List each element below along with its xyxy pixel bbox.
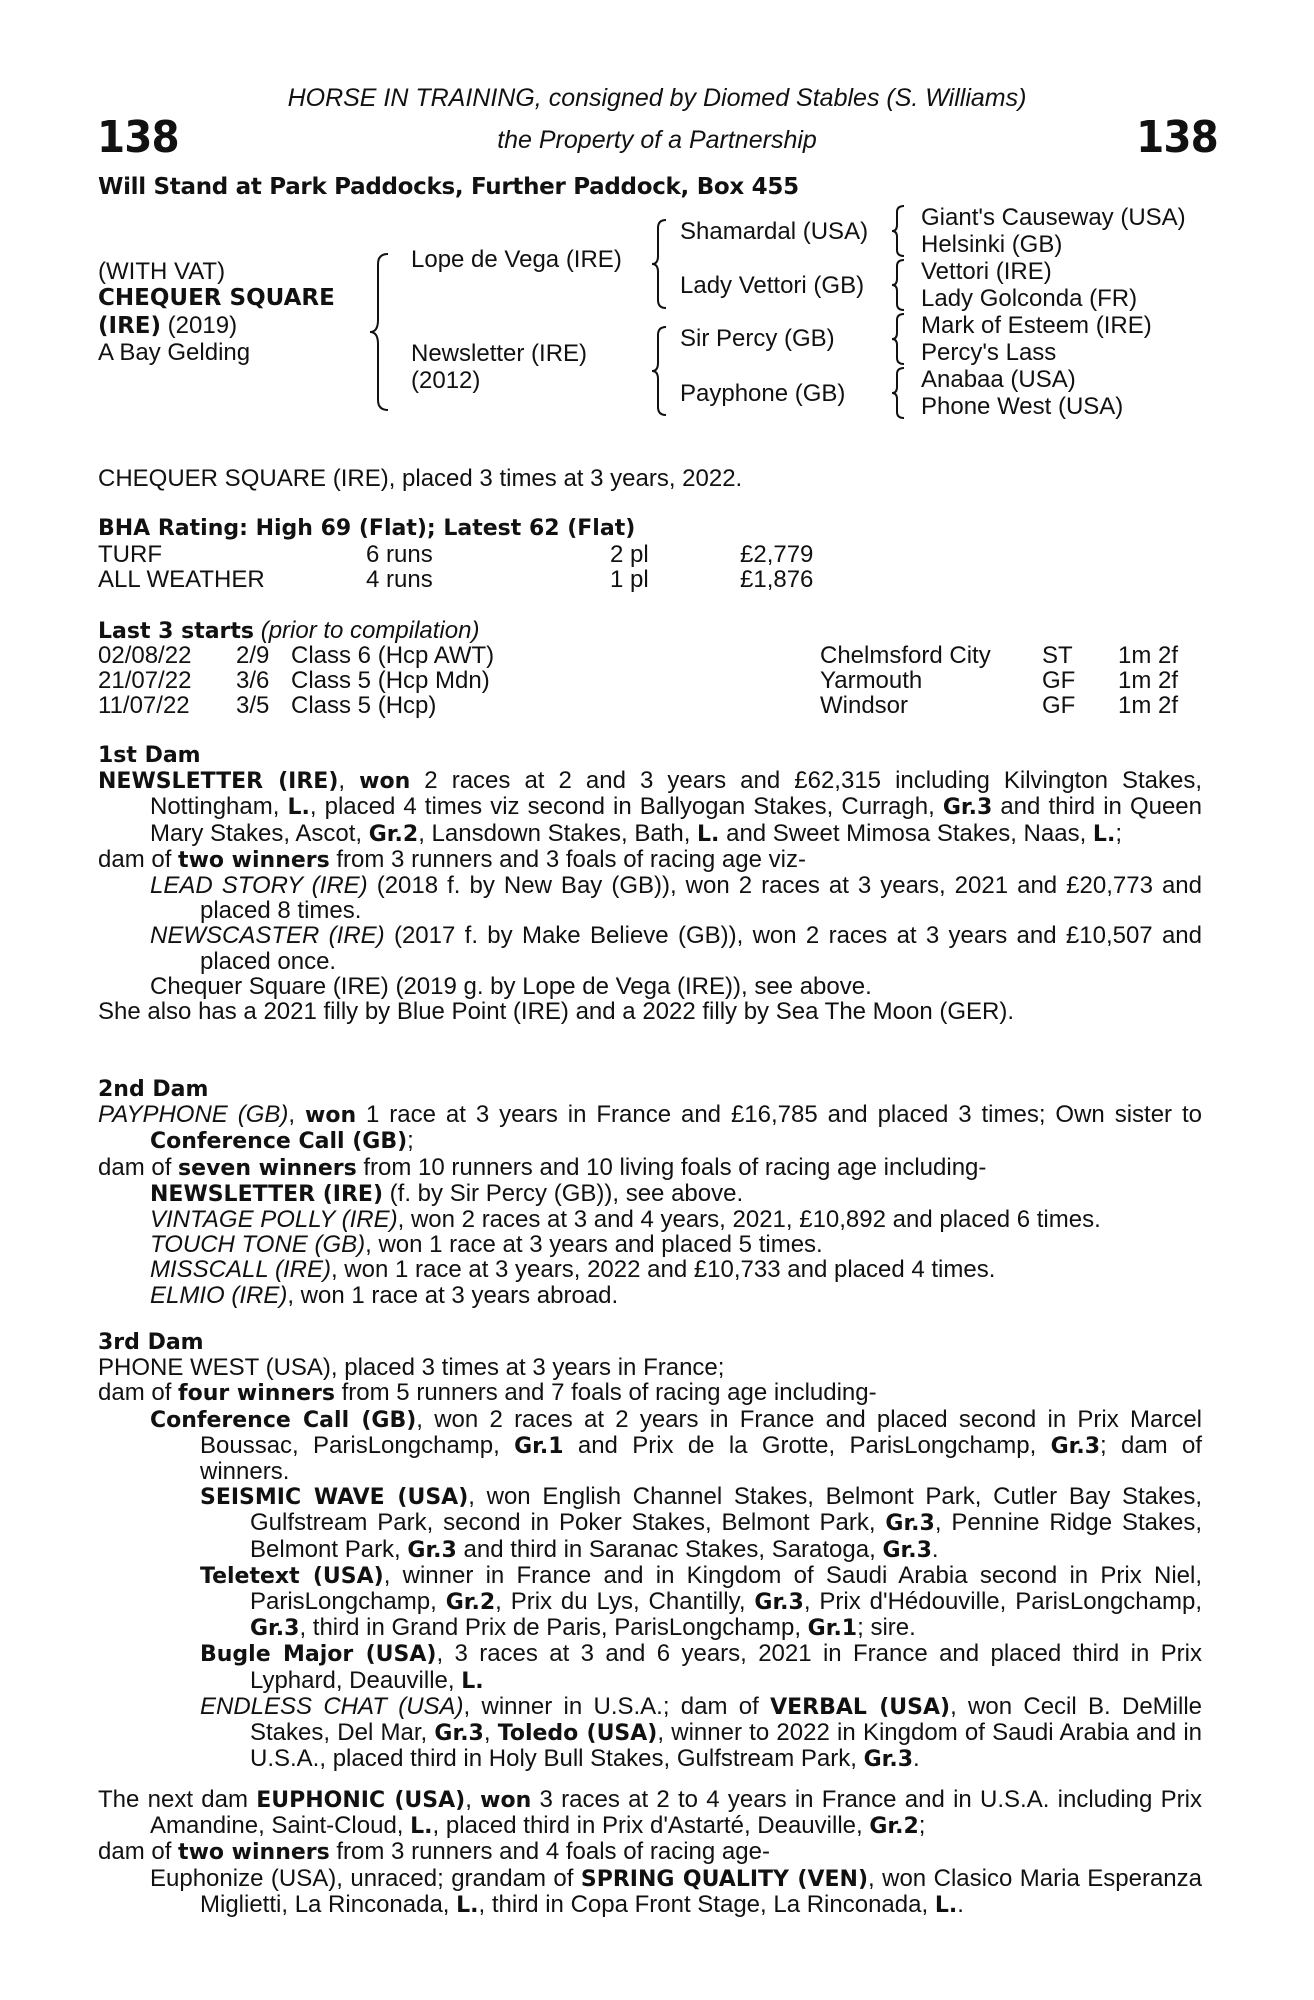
pedigree-brace-sire [650, 218, 668, 310]
bold-text-run: Gr.2 [368, 821, 419, 847]
bold-text-run: won [359, 769, 411, 795]
start-position: 3/6 [236, 667, 270, 694]
bold-text-run: Gr.3 [434, 1721, 484, 1747]
bold-text-run: Gr.3 [250, 1616, 300, 1642]
produce-entry [150, 1181, 1202, 1207]
text-run: , winner in U.S.A.; dam of [463, 1692, 771, 1720]
bold-text-run: Gr.3 [1050, 1433, 1101, 1459]
third-dam-record: PHONE WEST (USA), placed 3 times at 3 years in France; [98, 1354, 725, 1382]
pedigree-brace-g3-3 [890, 312, 906, 366]
text-run: and Prix de la Grotte, ParisLongchamp, [563, 1431, 1051, 1459]
bold-text-run: SEISMIC WAVE (USA) [200, 1485, 469, 1511]
second-dam-title: 2nd Dam [98, 1077, 209, 1102]
start-course: Yarmouth [820, 667, 923, 694]
rating-earnings: £2,779 [740, 541, 814, 568]
text-run: , Prix du Lys, Chantilly, [495, 1588, 755, 1616]
third-dam-title: 3rd Dam [98, 1330, 204, 1355]
text-run: , [288, 1101, 305, 1129]
produce-entry [150, 1207, 1202, 1232]
bold-text-run: EUPHONIC (USA) [256, 1788, 466, 1813]
bold-text-run: Gr.3 [407, 1537, 457, 1563]
pedigree-g3-3: Vettori (IRE) [921, 258, 1052, 285]
text-run: , won Cecil B. DeMille Stakes, Del Mar, [250, 1692, 1202, 1747]
bold-text-run: Conference Call (GB) [150, 1407, 417, 1433]
text-run: 2 races at 2 and 3 years and £62,315 including Kilvington Stakes, Nottingham, [150, 767, 1203, 821]
pedigree-g3-6: Percy's Lass [921, 339, 1057, 366]
vat-note: (WITH VAT) [98, 258, 226, 285]
bold-text-run: won [480, 1788, 532, 1813]
text-run: , [338, 767, 360, 795]
second-dam-record [98, 1102, 1202, 1154]
bold-text-run: L. [410, 1814, 433, 1840]
start-distance: 1m 2f [1118, 692, 1179, 719]
bold-text-run: VERBAL (USA) [770, 1694, 951, 1720]
text-run: , won Clasico Maria Esperanza Miglietti, La Rinconada, [200, 1864, 1202, 1918]
bold-text-run: four winners [178, 1381, 335, 1407]
text-run: and third in Saranac Stakes, Saratoga, [456, 1535, 883, 1563]
bold-text-run: NEWSLETTER (IRE) [98, 769, 339, 795]
grand-produce-entry [200, 1484, 1202, 1563]
start-going: ST [1042, 642, 1073, 669]
start-class: Class 5 (Hcp) [291, 692, 437, 719]
rating-runs: 6 runs [366, 541, 433, 568]
bold-text-run: L. [934, 1892, 958, 1918]
pedigree-g3-2: Helsinki (GB) [921, 231, 1063, 258]
rating-earnings: £1,876 [740, 566, 814, 593]
pedigree-g3-5: Mark of Esteem (IRE) [921, 312, 1152, 339]
bold-text-run: Conference Call (GB) [150, 1129, 408, 1155]
first-dam-section [98, 743, 1202, 1024]
text-run: dam of [98, 1379, 179, 1407]
last-starts-label: Last 3 starts [98, 619, 255, 644]
pedigree-dam-dam: Payphone (GB) [680, 380, 846, 407]
text-run: The next dam [98, 1786, 257, 1813]
produce-entry [150, 1232, 1202, 1257]
horse-origin-year [98, 312, 237, 340]
text-run: , third in Copa Front Stage, La Rinconada, [478, 1890, 935, 1918]
horse-description: A Bay Gelding [98, 339, 251, 366]
italic-text-run: PAYPHONE (GB) [98, 1101, 289, 1129]
rating-surface: ALL WEATHER [98, 566, 265, 593]
grand-produce-entry [200, 1694, 1202, 1773]
next-dam-record [98, 1787, 1202, 1839]
text-run: , won 1 race at 3 years abroad. [287, 1281, 619, 1309]
start-date: 21/07/22 [98, 667, 192, 694]
text-run: ; sire. [857, 1614, 916, 1642]
rating-runs: 4 runs [366, 566, 433, 593]
text-run: (2018 f. by New Bay (GB)), won 2 races at 3 years, 2021 and £20,773 and placed 8 times. [200, 872, 1203, 925]
start-distance: 1m 2f [1118, 667, 1179, 694]
bold-text-run: Gr.2 [869, 1814, 919, 1840]
next-dam-section [98, 1787, 1202, 1918]
text-run: 3 races at 2 to 4 years in France and in U.S.A. including Prix Amandine, Saint-Cloud, [150, 1786, 1202, 1840]
text-run: from 3 runners and 3 foals of racing age viz- [329, 845, 806, 873]
text-run: (f. by Sir Percy (GB)), see above. [383, 1179, 744, 1207]
horse-year: (2019) [161, 312, 238, 339]
bold-text-run: L. [287, 795, 310, 821]
bold-text-run: Gr.3 [754, 1590, 804, 1616]
text-run: , Pennine Ridge Stakes, Belmont Park, [250, 1509, 1202, 1563]
text-run: 1 race at 3 years in France and £16,785 and placed 3 times; Own sister to [356, 1101, 1202, 1129]
text-run: ; [407, 1127, 414, 1155]
text-run: , won English Channel Stakes, Belmont Park, Cutler Bay Stakes, Gulfstream Park, second in Poker Stakes, Belmont Park, [250, 1483, 1202, 1537]
produce-entry [150, 1407, 1202, 1485]
bold-text-run: L. [697, 821, 720, 847]
start-course: Windsor [820, 692, 909, 719]
rating-surface: TURF [98, 541, 162, 568]
bold-text-run: Teletext (USA) [200, 1563, 384, 1589]
bold-text-run: L. [461, 1668, 484, 1694]
text-run: from 5 runners and 7 foals of racing age including- [334, 1379, 877, 1407]
horse-country: (IRE) [98, 313, 162, 339]
bha-rating-title: BHA Rating: High 69 (Flat); Latest 62 (Flat) [98, 516, 636, 541]
pedigree-dam-sire: Sir Percy (GB) [680, 325, 835, 352]
produce-entry [150, 1866, 1202, 1918]
text-run: , won 2 races at 3 and 4 years, 2021, £10,892 and placed 6 times. [397, 1206, 1101, 1234]
pedigree-brace-g3-1 [890, 204, 906, 258]
bold-text-run: L. [1092, 821, 1116, 847]
bold-text-run: SPRING QUALITY (VEN) [580, 1866, 868, 1892]
bold-text-run: Toledo (USA) [497, 1721, 658, 1747]
pedigree-g3-4: Lady Golconda (FR) [921, 285, 1138, 312]
text-run: ; [918, 1812, 926, 1840]
text-run: from 10 runners and 10 living foals of racing age including- [356, 1153, 987, 1181]
text-run: and third in Queen Mary Stakes, Ascot, [150, 793, 1202, 847]
pedigree-sire: Lope de Vega (IRE) [411, 246, 622, 273]
text-run: , winner to 2022 in Kingdom of Saudi Arabia and in U.S.A., placed third in Holy Bull Stakes, Gulfstream Park, [250, 1719, 1203, 1773]
text-run: , won 1 race at 3 years and placed 5 times. [365, 1231, 823, 1259]
text-run: , Lansdown Stakes, Bath, [418, 819, 698, 847]
bold-text-run: L. [456, 1892, 479, 1918]
text-run: ; [1115, 819, 1122, 847]
text-run: Euphonize (USA), unraced; grandam of [150, 1864, 581, 1892]
pedigree-brace-g3-2 [890, 258, 906, 312]
text-run: from 3 runners and 4 foals of racing age- [329, 1838, 770, 1866]
bold-text-run: seven winners [178, 1155, 357, 1181]
italic-text-run: VINTAGE POLLY (IRE) [150, 1206, 398, 1234]
last-starts-note: (prior to compilation) [254, 617, 480, 644]
rating-placed: 1 pl [610, 566, 649, 593]
pedigree-dam: Newsletter (IRE) [411, 340, 588, 367]
text-run: , Prix d'Hédouville, ParisLongchamp, [803, 1588, 1202, 1616]
text-run: (2017 f. by Make Believe (GB)), won 2 races at 3 years and £10,507 and placed once. [200, 922, 1202, 975]
text-run: , won 1 race at 3 years, 2022 and £10,733 and placed 4 times. [330, 1256, 996, 1284]
first-dam-foals-note: She also has a 2021 filly by Blue Point (IRE) and a 2022 filly by Sea The Moon (GER). [98, 998, 1015, 1026]
next-dam-produce-summary [98, 1839, 1202, 1865]
last-starts-title [98, 617, 479, 645]
second-dam-produce-summary [98, 1155, 1202, 1181]
second-dam-section [98, 1077, 1202, 1308]
rating-placed: 2 pl [610, 541, 649, 568]
start-course: Chelmsford City [820, 642, 991, 669]
race-summary: CHEQUER SQUARE (IRE), placed 3 times at 3 years, 2022. [98, 465, 743, 492]
ownership-line: the Property of a Partnership [497, 126, 817, 154]
bold-text-run: two winners [178, 1840, 330, 1866]
italic-text-run: LEAD STORY (IRE) [150, 872, 368, 900]
start-going: GF [1042, 667, 1076, 694]
first-dam-produce-summary [98, 847, 1202, 873]
start-distance: 1m 2f [1118, 642, 1179, 669]
bold-text-run: NEWSLETTER (IRE) [150, 1181, 384, 1207]
grand-produce-entry [200, 1641, 1202, 1693]
first-dam-record [98, 768, 1202, 847]
start-position: 2/9 [236, 642, 270, 669]
italic-text-run: TOUCH TONE (GB) [150, 1231, 366, 1259]
start-class: Class 6 (Hcp AWT) [291, 642, 495, 669]
bold-text-run: two winners [178, 847, 330, 873]
text-run: . [913, 1745, 920, 1773]
text-run: dam of [98, 1153, 179, 1181]
text-run: , third in Grand Prix de Paris, ParisLongchamp, [299, 1614, 808, 1642]
text-run: and Sweet Mimosa Stakes, Naas, [719, 819, 1093, 847]
pedigree-sire-dam: Lady Vettori (GB) [680, 272, 865, 299]
italic-text-run: NEWSCASTER (IRE) [150, 922, 385, 950]
start-date: 02/08/22 [98, 642, 192, 669]
text-run: ; dam of winners. [200, 1431, 1202, 1486]
pedigree-sire-sire: Shamardal (USA) [680, 218, 869, 245]
bold-text-run: Gr.3 [882, 1537, 932, 1563]
pedigree-g3-1: Giant's Causeway (USA) [921, 204, 1186, 231]
start-date: 11/07/22 [98, 692, 190, 719]
bold-text-run: Gr.3 [942, 795, 993, 821]
third-dam-produce-summary [98, 1380, 1202, 1406]
text-run: dam of [98, 845, 179, 873]
text-run: , [483, 1719, 498, 1747]
produce-entry [150, 923, 1202, 973]
horse-name: CHEQUER SQUARE [98, 285, 335, 311]
text-run: . [957, 1890, 964, 1918]
italic-text-run: MISSCALL (IRE) [150, 1256, 331, 1284]
bold-text-run: Gr.1 [514, 1433, 564, 1459]
start-class: Class 5 (Hcp Mdn) [291, 667, 490, 694]
bold-text-run: Gr.2 [445, 1590, 496, 1616]
text-run: , placed 4 times viz second in Ballyogan Stakes, Curragh, [309, 793, 943, 821]
bold-text-run: Bugle Major (USA) [200, 1642, 437, 1668]
produce-entry [150, 873, 1202, 923]
consignor-line: HORSE IN TRAINING, consigned by Diomed Stables (S. Williams) [287, 84, 1027, 112]
italic-text-run: ELMIO (IRE) [150, 1281, 288, 1309]
text-run: , placed third in Prix d'Astarté, Deauville, [432, 1812, 870, 1840]
first-dam-title: 1st Dam [98, 743, 201, 768]
produce-entry [150, 1283, 1202, 1308]
pedigree-g3-7: Anabaa (USA) [921, 366, 1076, 393]
text-run: , 3 races at 3 and 6 years, 2021 in France and placed third in Prix Lyphard, Deauville, [250, 1640, 1203, 1694]
pedigree-g3-8: Phone West (USA) [921, 393, 1124, 420]
pedigree-brace-main [368, 252, 392, 412]
text-run: , winner in France and in Kingdom of Saudi Arabia second in Prix Niel, ParisLongchamp, [250, 1561, 1202, 1616]
pedigree-dam-year: (2012) [411, 367, 481, 394]
lot-number-left: 138 [97, 112, 179, 163]
text-run: . [931, 1535, 939, 1563]
bold-text-run: Gr.3 [863, 1747, 914, 1773]
text-run: , won 2 races at 2 years in France and placed second in Prix Marcel Boussac, ParisLongchamp, [200, 1405, 1203, 1459]
lot-number-right: 138 [1136, 112, 1218, 163]
pedigree-brace-g3-4 [890, 366, 906, 420]
third-dam-section [98, 1330, 1202, 1772]
bold-text-run: Gr.3 [885, 1511, 935, 1537]
bold-text-run: won [305, 1103, 357, 1129]
start-going: GF [1042, 692, 1076, 719]
text-run: dam of [98, 1838, 179, 1866]
produce-entry [150, 1257, 1202, 1282]
stabling-location: Will Stand at Park Paddocks, Further Paddock, Box 455 [98, 174, 799, 200]
produce-entry: Chequer Square (IRE) (2019 g. by Lope de Vega (IRE)), see above. [150, 972, 872, 1000]
text-run: , [465, 1786, 481, 1813]
italic-text-run: ENDLESS CHAT (USA) [200, 1692, 464, 1720]
start-position: 3/5 [236, 692, 270, 719]
grand-produce-entry [200, 1563, 1202, 1642]
bold-text-run: Gr.1 [807, 1616, 858, 1642]
pedigree-brace-dam [650, 325, 668, 417]
